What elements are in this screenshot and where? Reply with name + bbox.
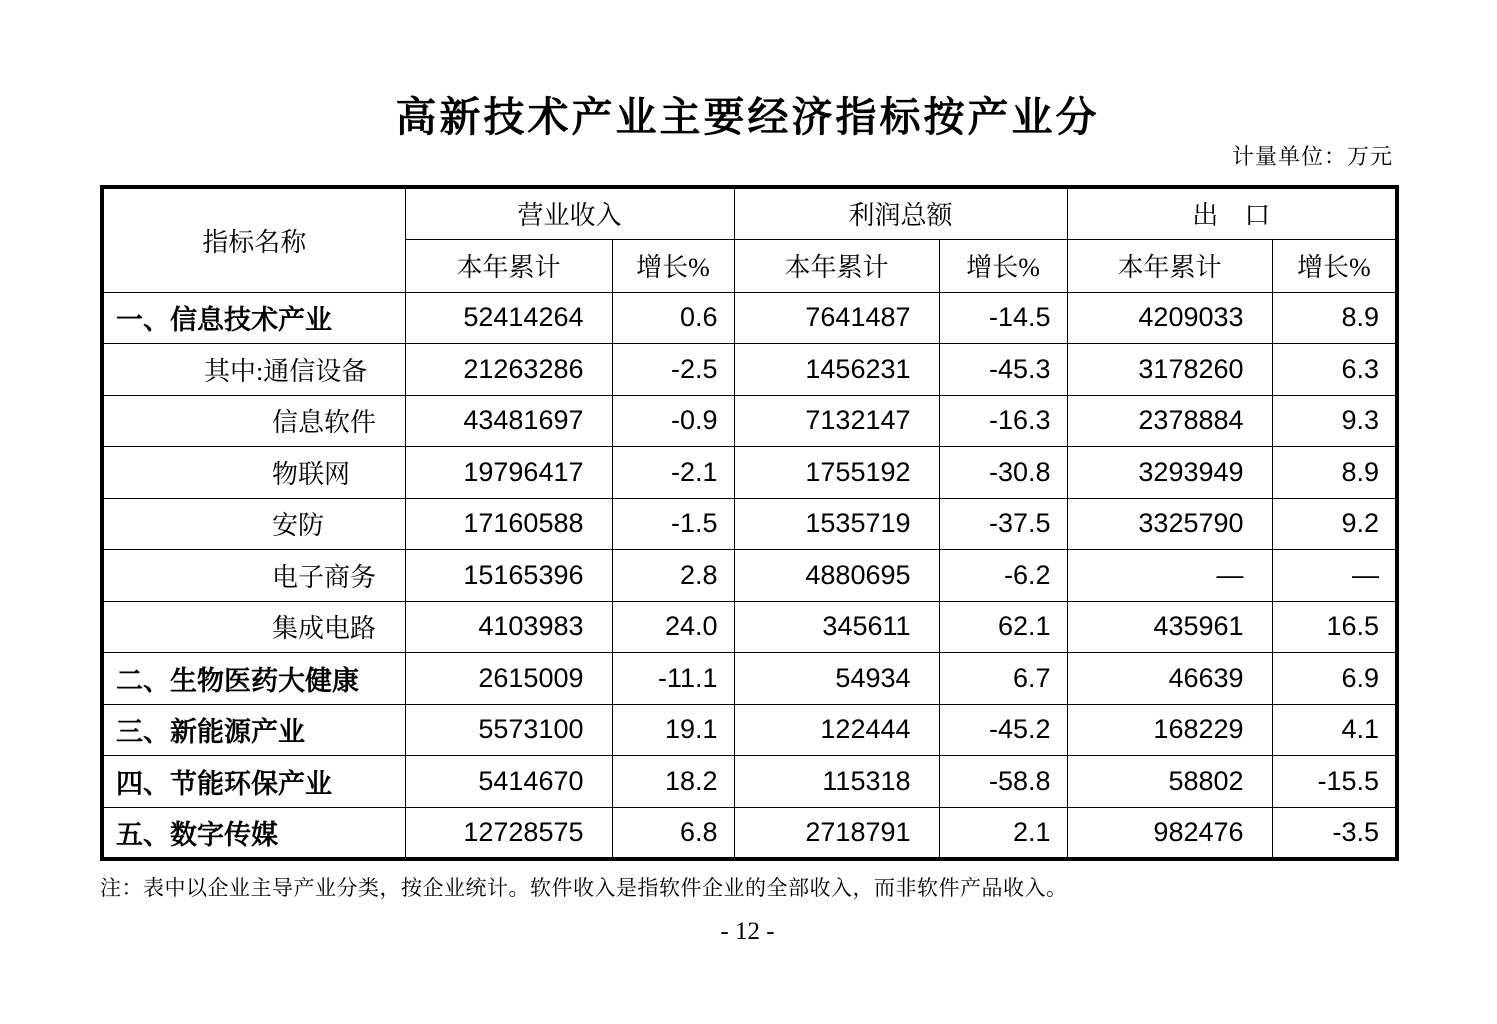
cell-value: —	[1272, 550, 1397, 602]
group-header-profit: 利润总额	[734, 187, 1067, 239]
cell-value: 54934	[734, 653, 939, 705]
cell-value: -6.2	[939, 550, 1067, 602]
cell-value: 982476	[1067, 807, 1272, 859]
cell-value: 18.2	[612, 756, 734, 808]
cell-value: 52414264	[405, 292, 612, 344]
cell-value: 43481697	[405, 395, 612, 447]
cell-value: 9.3	[1272, 395, 1397, 447]
cell-value: -1.5	[612, 498, 734, 550]
cell-value: -14.5	[939, 292, 1067, 344]
corner-header: 指标名称	[102, 187, 405, 292]
cell-value: 16.5	[1272, 601, 1397, 653]
table-row	[102, 704, 1397, 756]
row-label: 三、新能源产业	[102, 704, 405, 756]
table-row	[102, 653, 1397, 705]
cell-value: 2.8	[612, 550, 734, 602]
cell-value: 2718791	[734, 807, 939, 859]
cell-value: 435961	[1067, 601, 1272, 653]
row-label: 电子商务	[102, 550, 405, 602]
cell-value: 7641487	[734, 292, 939, 344]
cell-value: 4103983	[405, 601, 612, 653]
cell-value: 2.1	[939, 807, 1067, 859]
cell-value: -0.9	[612, 395, 734, 447]
cell-value: 3178260	[1067, 344, 1272, 396]
row-label: 其中:通信设备	[102, 344, 405, 396]
row-label: 五、数字传媒	[102, 807, 405, 859]
table-row	[102, 550, 1397, 602]
cell-value: 168229	[1067, 704, 1272, 756]
cell-value: -11.1	[612, 653, 734, 705]
cell-value: -2.5	[612, 344, 734, 396]
subheader-export-growth: 增长%	[1272, 239, 1397, 292]
page-number: - 12 -	[720, 918, 775, 945]
cell-value: -2.1	[612, 447, 734, 499]
cell-value: -16.3	[939, 395, 1067, 447]
subheader-revenue-cumulative: 本年累计	[405, 239, 612, 292]
header-group-row	[102, 187, 1397, 239]
subheader-revenue-growth: 增长%	[612, 239, 734, 292]
subheader-export-cumulative: 本年累计	[1067, 239, 1272, 292]
cell-value: -45.3	[939, 344, 1067, 396]
cell-value: 3293949	[1067, 447, 1272, 499]
cell-value: 0.6	[612, 292, 734, 344]
cell-value: —	[1067, 550, 1272, 602]
cell-value: 9.2	[1272, 498, 1397, 550]
cell-value: 62.1	[939, 601, 1067, 653]
cell-value: -45.2	[939, 704, 1067, 756]
group-header-export: 出 口	[1067, 187, 1397, 239]
row-label: 集成电路	[102, 601, 405, 653]
table-row	[102, 395, 1397, 447]
cell-value: 21263286	[405, 344, 612, 396]
cell-value: 4209033	[1067, 292, 1272, 344]
cell-value: 1535719	[734, 498, 939, 550]
cell-value: 122444	[734, 704, 939, 756]
indicators-table-wrap	[100, 185, 1395, 861]
row-label: 二、生物医药大健康	[102, 653, 405, 705]
cell-value: 2378884	[1067, 395, 1272, 447]
row-label: 四、节能环保产业	[102, 756, 405, 808]
cell-value: 6.8	[612, 807, 734, 859]
table-row	[102, 447, 1397, 499]
cell-value: 1755192	[734, 447, 939, 499]
cell-value: 6.7	[939, 653, 1067, 705]
cell-value: 8.9	[1272, 447, 1397, 499]
subheader-profit-cumulative: 本年累计	[734, 239, 939, 292]
table-row	[102, 344, 1397, 396]
cell-value: 58802	[1067, 756, 1272, 808]
row-label: 信息软件	[102, 395, 405, 447]
group-header-revenue: 营业收入	[405, 187, 734, 239]
cell-value: -58.8	[939, 756, 1067, 808]
cell-value: 3325790	[1067, 498, 1272, 550]
cell-value: 8.9	[1272, 292, 1397, 344]
cell-value: -3.5	[1272, 807, 1397, 859]
cell-value: 15165396	[405, 550, 612, 602]
page-title: 高新技术产业主要经济指标按产业分	[395, 94, 1100, 140]
row-label: 物联网	[102, 447, 405, 499]
cell-value: -30.8	[939, 447, 1067, 499]
indicators-table	[100, 185, 1399, 861]
row-label: 一、信息技术产业	[102, 292, 405, 344]
cell-value: 19.1	[612, 704, 734, 756]
cell-value: 5573100	[405, 704, 612, 756]
table-row	[102, 498, 1397, 550]
subheader-profit-growth: 增长%	[939, 239, 1067, 292]
table-row	[102, 601, 1397, 653]
cell-value: 4.1	[1272, 704, 1397, 756]
cell-value: 7132147	[734, 395, 939, 447]
cell-value: -15.5	[1272, 756, 1397, 808]
cell-value: 24.0	[612, 601, 734, 653]
footnote: 注：表中以企业主导产业分类，按企业统计。软件收入是指软件企业的全部收入，而非软件产品收入。	[100, 876, 1068, 900]
table-row	[102, 292, 1397, 344]
cell-value: 345611	[734, 601, 939, 653]
cell-value: 19796417	[405, 447, 612, 499]
cell-value: 6.9	[1272, 653, 1397, 705]
table-row	[102, 756, 1397, 808]
cell-value: 1456231	[734, 344, 939, 396]
row-label: 安防	[102, 498, 405, 550]
cell-value: 12728575	[405, 807, 612, 859]
cell-value: 6.3	[1272, 344, 1397, 396]
cell-value: 4880695	[734, 550, 939, 602]
cell-value: 2615009	[405, 653, 612, 705]
cell-value: 115318	[734, 756, 939, 808]
table-row	[102, 807, 1397, 859]
unit-label: 计量单位：万元	[1231, 144, 1393, 169]
cell-value: -37.5	[939, 498, 1067, 550]
cell-value: 5414670	[405, 756, 612, 808]
cell-value: 17160588	[405, 498, 612, 550]
cell-value: 46639	[1067, 653, 1272, 705]
